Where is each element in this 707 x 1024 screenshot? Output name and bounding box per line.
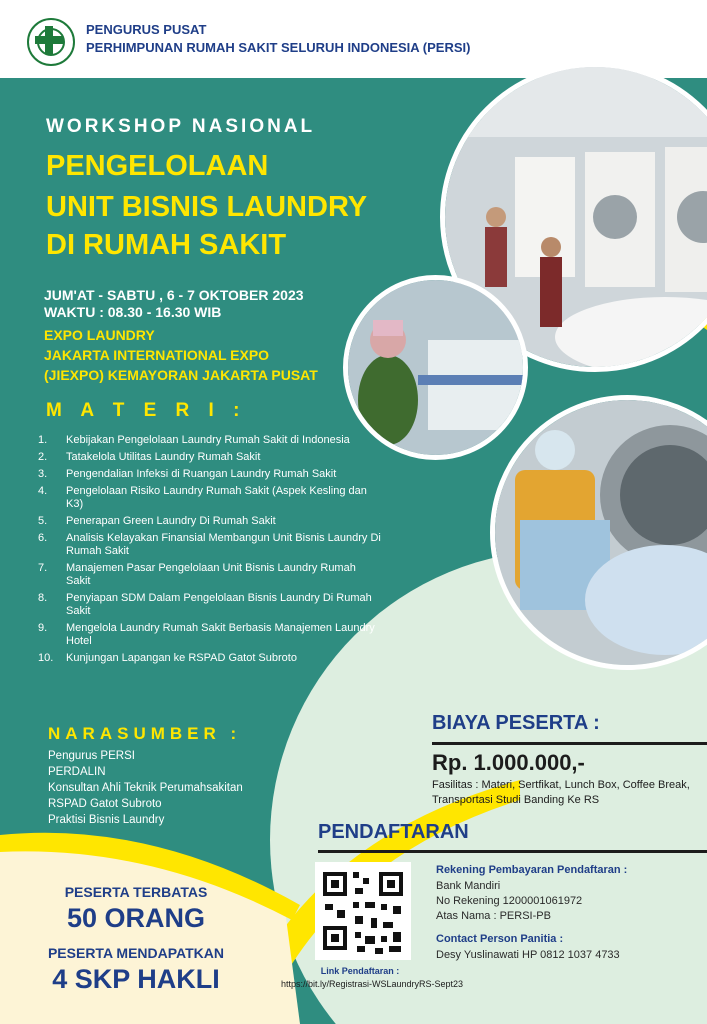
materi-item-number: 1. (38, 434, 48, 446)
narasumber-list (48, 748, 243, 828)
peserta-limit-value: 50 ORANG (66, 903, 206, 933)
materi-item-text: Tatakelola Utilitas Laundry Rumah Sakit (66, 451, 261, 463)
materi-item-text: Manajemen Pasar Pengelolaan Unit Bisnis Laundry Rumah Sakit (66, 562, 356, 587)
biaya-divider (432, 742, 707, 745)
materi-item-number: 5. (38, 515, 48, 527)
fasilitas-text: Fasilitas : Materi, Sertfikat, Lunch Box, Coffee Break, Transportasi Studi Banding Ke RS (432, 779, 690, 806)
registration-link[interactable]: https://bit.ly/Registrasi-WSLaundryRS-Sept23 (280, 979, 464, 989)
materi-item-text: Analisis Kelayakan Finansial Membangun Unit Bisnis Laundry Di Rumah Sakit (66, 532, 381, 557)
materi-item (38, 562, 383, 588)
event-title-line-1: PENGELOLAAN (46, 150, 269, 182)
materi-item-number: 7. (38, 562, 48, 574)
materi-item (38, 532, 383, 558)
materi-item-number: 3. (38, 468, 48, 480)
org-line-1: PENGURUS PUSAT (86, 22, 207, 37)
materi-item-text: Kebijakan Pengelolaan Laundry Rumah Sakit di Indonesia (66, 434, 350, 446)
price: Rp. 1.000.000,- (432, 750, 585, 775)
peserta-benefit-value: 4 SKP HAKLI (52, 964, 220, 994)
materi-list (38, 434, 383, 669)
venue-line-3: (JIEXPO) KEMAYORAN JAKARTA PUSAT (44, 367, 318, 383)
materi-item (38, 451, 383, 464)
event-kicker: WORKSHOP NASIONAL (46, 116, 316, 137)
ironing-illustration (348, 280, 523, 455)
contact-person: Desy Yuslinawati HP 0812 1037 4733 (436, 949, 620, 961)
materi-item (38, 592, 383, 618)
materi-item-number: 2. (38, 451, 48, 463)
washer-worker-illustration (495, 400, 707, 665)
materi-heading: M A T E R I : (46, 400, 247, 421)
materi-item-number: 10. (38, 652, 54, 664)
rekening-name: Atas Nama : PERSI-PB (436, 910, 551, 922)
qr-code[interactable] (315, 862, 411, 960)
materi-item (38, 622, 383, 648)
materi-item (38, 434, 383, 447)
persi-logo (27, 18, 75, 66)
link-label: Link Pendaftaran : (320, 966, 400, 976)
materi-item (38, 485, 383, 511)
narasumber-item: Konsultan Ahli Teknik Perumahsakitan (48, 782, 243, 794)
org-line-2: PERHIMPUNAN RUMAH SAKIT SELURUH INDONESIA (PERSI) (86, 40, 471, 55)
narasumber-item: Praktisi Bisnis Laundry (48, 814, 165, 826)
venue-line-2: JAKARTA INTERNATIONAL EXPO (44, 347, 270, 363)
rekening-number: No Rekening 1200001061972 (436, 895, 583, 907)
materi-item (38, 468, 383, 481)
materi-item-text: Penerapan Green Laundry Di Rumah Sakit (66, 515, 276, 527)
materi-item-text: Pengendalian Infeksi di Ruangan Laundry Rumah Sakit (66, 468, 337, 480)
logo-cross-horizontal (35, 36, 63, 44)
rekening-bank: Bank Mandiri (436, 880, 501, 892)
materi-item-number: 4. (38, 485, 48, 497)
narasumber-item: Pengurus PERSI (48, 750, 135, 762)
materi-item-text: Kunjungan Lapangan ke RSPAD Gatot Subroto (66, 652, 297, 664)
materi-item-text: Penyiapan SDM Dalam Pengelolaan Bisnis Laundry Di Rumah Sakit (66, 592, 372, 617)
materi-item-text: Pengelolaan Risiko Laundry Rumah Sakit (Aspek Kesling dan K3) (66, 485, 367, 510)
pendaftaran-heading: PENDAFTARAN (318, 821, 469, 843)
event-title-line-3: DI RUMAH SAKIT (46, 229, 287, 261)
rekening-heading: Rekening Pembayaran Pendaftaran : (436, 864, 628, 876)
materi-item-number: 6. (38, 532, 48, 544)
narasumber-heading: NARASUMBER : (48, 724, 242, 743)
contact-heading: Contact Person Panitia : (436, 933, 564, 945)
peserta-benefit-label: PESERTA MENDAPATKAN (47, 945, 225, 961)
biaya-heading: BIAYA PESERTA : (432, 712, 600, 734)
materi-item-text: Mengelola Laundry Rumah Sakit Berbasis Manajemen Laundry Hotel (66, 622, 375, 647)
event-time: WAKTU : 08.30 - 16.30 WIB (44, 304, 222, 320)
narasumber-item: RSPAD Gatot Subroto (48, 798, 162, 810)
materi-item-number: 8. (38, 592, 48, 604)
materi-item (38, 652, 383, 665)
venue-line-1: EXPO LAUNDRY (44, 327, 155, 343)
narasumber-item: PERDALIN (48, 766, 106, 778)
pendaftaran-divider (318, 850, 707, 853)
materi-item-number: 9. (38, 622, 48, 634)
event-date: JUM'AT - SABTU , 6 - 7 OKTOBER 2023 (44, 287, 304, 303)
event-title-line-2: UNIT BISNIS LAUNDRY (46, 191, 368, 223)
peserta-limit-label: PESERTA TERBATAS (64, 884, 208, 900)
qr-code-icon (315, 862, 411, 960)
ironing-photo (343, 275, 528, 460)
materi-item (38, 515, 383, 528)
